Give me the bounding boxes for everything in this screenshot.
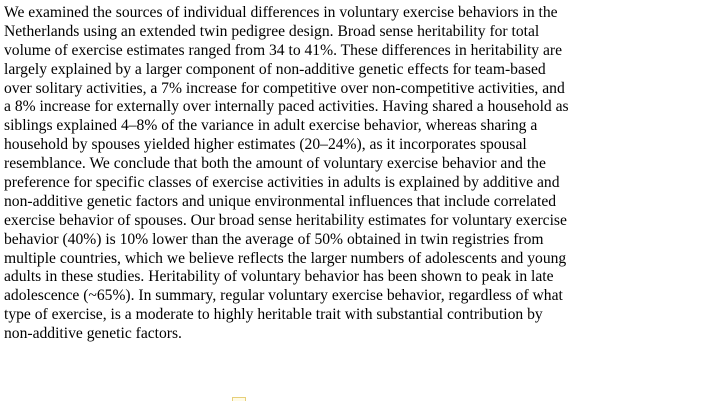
text-line: Netherlands using an extended twin pedigree design. Broad sense heritability for total: [4, 22, 540, 40]
text-line: adolescence (~65%). In summary, regular voluntary exercise behavior, regardless of what: [4, 287, 563, 305]
text-line: a 8% increase for externally over internally paced activities. Having shared a household as: [4, 98, 569, 116]
text-line: siblings explained 4–8% of the variance in adult exercise behavior, whereas sharing a: [4, 117, 538, 135]
text-line: non-additive genetic factors and unique environmental influences that include correlated: [4, 192, 557, 210]
text-line: preference for specific classes of exercise activities in adults is explained by additive and: [4, 174, 560, 192]
resize-handle[interactable]: [232, 397, 246, 401]
text-line: over solitary activities, a 7% increase for competitive over non-competitive activities, and: [4, 79, 565, 97]
text-line: multiple countries, which we believe reflects the larger numbers of adolescents and young: [4, 249, 567, 267]
text-line: non-additive genetic factors.: [4, 325, 182, 343]
text-line: exercise behavior of spouses. Our broad sense heritability estimates for voluntary exercise: [4, 211, 567, 229]
text-line: adults in these studies. Heritability of voluntary behavior has been shown to peak in late: [4, 268, 554, 286]
abstract-text: [4, 4, 705, 344]
text-line: largely explained by a larger component of non-additive genetic effects for team-based: [4, 60, 546, 78]
text-line: behavior (40%) is 10% lower than the average of 50% obtained in twin registries from: [4, 230, 544, 248]
text-line: resemblance. We conclude that both the amount of voluntary exercise behavior and the: [4, 155, 546, 173]
text-line: We examined the sources of individual differences in voluntary exercise behaviors in the: [4, 4, 558, 21]
text-line: type of exercise, is a moderate to highly heritable trait with substantial contribution by: [4, 306, 543, 324]
text-line: household by spouses yielded higher estimates (20–24%), as it incorporates spousal: [4, 136, 527, 154]
text-line: volume of exercise estimates ranged from 34 to 41%. These differences in heritability are: [4, 41, 563, 59]
